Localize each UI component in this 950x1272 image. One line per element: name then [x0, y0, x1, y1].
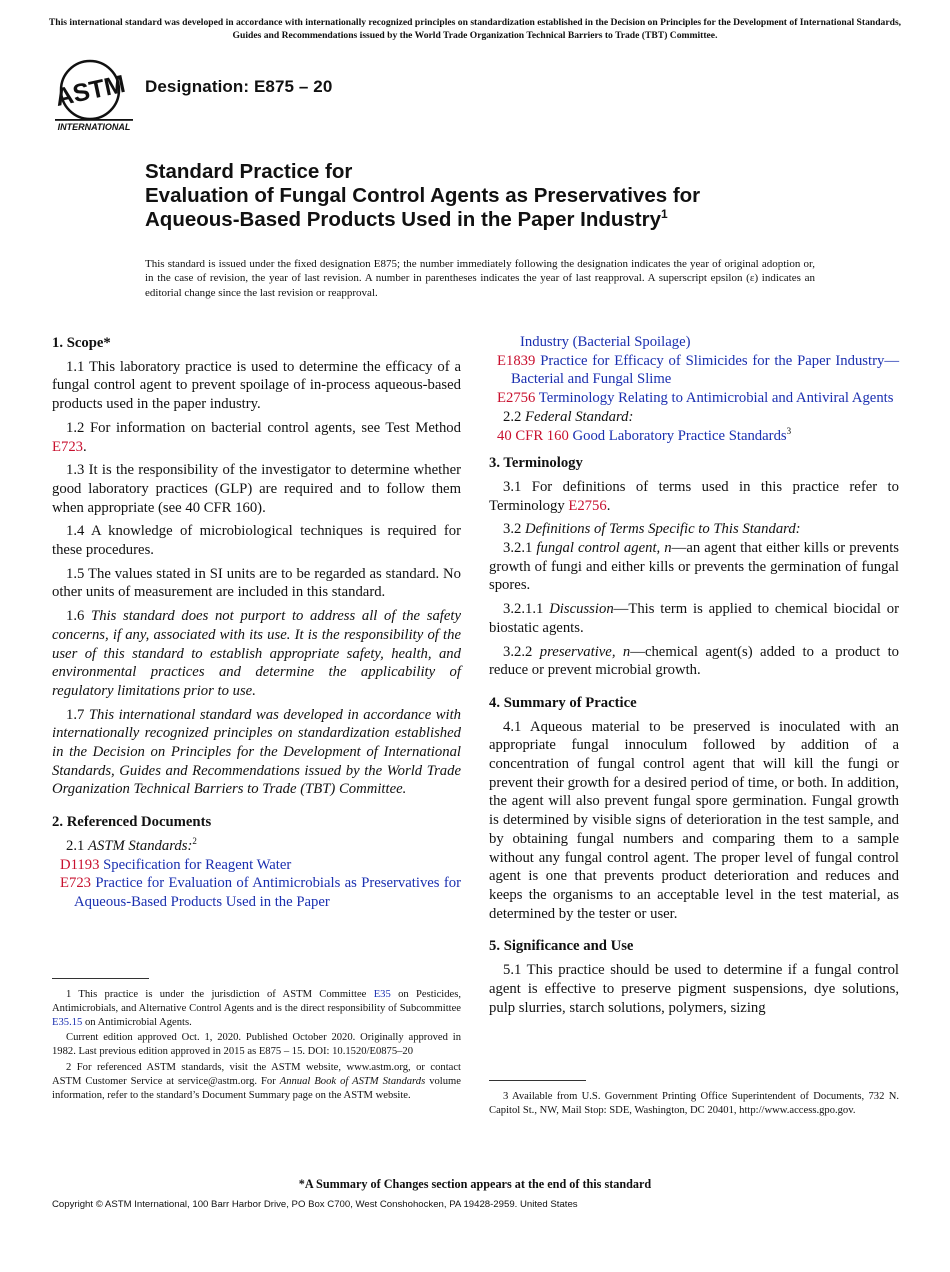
right-column	[489, 333, 899, 1022]
section-summary-heading: 4. Summary of Practice	[489, 694, 637, 711]
footnote-rule-right	[489, 1080, 586, 1081]
ref-code-40cfr160[interactable]: 40 CFR 160	[497, 427, 569, 444]
para-2-2: 2.2 Federal Standard:	[503, 408, 634, 425]
para-2-1: 2.1 ASTM Standards:$^2$	[66, 835, 197, 854]
para-3-2-1-1: 3.2.1.1 Discussion—This term is applied to chemical biocidal or biostatic agents.	[489, 601, 900, 636]
para-3-2-1: 3.2.1 fungal control agent, n—an agent that either kills or prevents growth of fungi and either kills or prevents the germination of fungal spores.	[489, 540, 899, 594]
title-line-3: Aqueous-Based Products Used in the Paper Industry	[145, 208, 662, 231]
footnote-3: 3 Available from U.S. Government Printing Office Superintendent of Documents, 732 N. Capitol St., NW, Mail Stop: SDE, Washington, DC 20401, http://www.access.gpo.gov.	[489, 1091, 899, 1116]
para-3-1: 3.1 For definitions of terms used in this practice refer to Terminology E2756.	[489, 478, 899, 514]
title-footnote-mark[interactable]: 1	[661, 207, 668, 222]
left-column	[52, 334, 461, 912]
para-1-4: 1.4 A knowledge of microbiological techniques is required for these procedures.	[52, 523, 461, 559]
ref-code-e1839[interactable]: E1839	[497, 352, 536, 369]
para-4-1: 4.1 Aqueous material to be preserved is inoculated with an appropriate fungal innoculum followed by addition of a concentration of fungal control agent that will kill the fungi or prevent their growth for a desired period of time, or both. In addition, the agent will also prevent fungal spore germination. Fungal growth is determined by visible signs of deterioration in the test sample, and by obtaining fungal numbers and comparing them to a sample without any fungal control agent. The proper level of fungal control agent is one that prevents product deterioration and reduces and keeps the organisms to an acceptable level in the test material, as determined by the tester or user.	[489, 718, 899, 922]
top-notice: This international standard was developed in accordance with internationally recognized principles on standardization established in the Decision on Principles for the Development of International Standards, Guides and Recommendations issued by the World Trade Organization Technical Barriers to Trade (TBT) Committee.	[48, 17, 902, 41]
title-line-1: Standard Practice for	[145, 160, 353, 183]
para-1-5: 1.5 The values stated in SI units are to be regarded as standard. No other units of measurement are included in this standard.	[52, 565, 461, 601]
summary-of-changes-note: *A Summary of Changes section appears at the end of this standard	[298, 1177, 652, 1191]
ref-e1839[interactable]	[489, 352, 899, 389]
section-terminology-heading: 3. Terminology	[489, 455, 583, 472]
ref-code-e723[interactable]: E723	[60, 875, 92, 892]
footnotes-right	[489, 1090, 899, 1120]
section-significance-heading: 5. Significance and Use	[489, 938, 634, 955]
link-e723[interactable]: E723	[52, 438, 84, 455]
section-scope-heading: 1. Scope*	[52, 335, 111, 351]
astm-logo	[52, 56, 136, 134]
ref-40cfr160[interactable]: 40 CFR 160 Good Laboratory Practice Standards$^3$	[497, 425, 792, 444]
footnote-1: 1 This practice is under the jurisdiction of ASTM Committee E35 on Pesticides, Antimicrobials, and Alternative Control Agents and is the direct responsibility of Subcommittee E35.15 on Antimicrobial Agents.	[52, 989, 461, 1028]
ref-e2756[interactable]	[489, 389, 899, 408]
link-e35[interactable]: E35	[373, 989, 391, 1000]
footnote-1-edition: Current edition approved Oct. 1, 2020. Published October 2020. Originally approved in 1982. Last previous edition approved in 2015 as E875 – 15. DOI: 10.1520/E0875–20	[52, 1032, 461, 1058]
section-referenced-heading: 2. Referenced Documents	[52, 814, 212, 831]
ref-title-e1839[interactable]: Practice for Efficacy of Slimicides for the Paper Industry—Bacterial and Fungal Slime	[511, 352, 900, 388]
footnote-2: 2 For referenced ASTM standards, visit the ASTM website, www.astm.org, or contact ASTM Customer Service at service@astm.org. For Annual Book of ASTM Standards volume information, refer to the standard’s Document Summary page on the ASTM website.	[52, 1061, 461, 1101]
para-1-7: 1.7 This international standard was developed in accordance with internationally recognized principles on standardization established in the Decision on Principles for the Development of International Standards, Guides and Recommendations issued by the World Trade Organization Technical Barriers to Trade (TBT) Committee.	[52, 706, 461, 798]
logo-subtext: INTERNATIONAL	[57, 122, 131, 132]
copyright: Copyright © ASTM International, 100 Barr Harbor Drive, PO Box C700, West Conshohocken, PA 19428-2959. United States	[52, 1199, 578, 1210]
para-1-2: 1.2 For information on bacterial control agents, see Test Method E723.	[52, 419, 461, 455]
ref-d1193[interactable]	[52, 856, 461, 875]
link-e2756[interactable]: E2756	[568, 497, 607, 514]
link-e35-15[interactable]: E35.15	[52, 1016, 83, 1028]
title-line-2: Evaluation of Fungal Control Agents as Preservatives for	[145, 184, 701, 207]
para-1-3: 1.3 It is the responsibility of the investigator to determine whether good laboratory practices (GLP) are required and to follow them when appropriate (see 40 CFR 160).	[52, 462, 461, 516]
ref-title-40cfr160[interactable]: Good Laboratory Practice Standards	[572, 427, 787, 444]
footnote-rule-left	[52, 978, 149, 979]
document-title	[145, 160, 905, 232]
para-3-2-2: 3.2.2 preservative, n—chemical agent(s) added to a product to reduce or prevent microbial growth.	[489, 643, 899, 679]
para-1-1: 1.1 This laboratory practice is used to determine the efficacy of a fungal control agent to prevent spoilage of in-process aqueous-based products used in the paper industry.	[52, 358, 461, 413]
ref-code-d1193[interactable]: D1193	[60, 856, 100, 873]
para-1-6: 1.6 This standard does not purport to address all of the safety concerns, if any, associated with its use. It is the responsibility of the user of this standard to establish appropriate safety, health, and environmental practices and determine the applicability of regulatory limitations prior to use.	[52, 608, 462, 699]
ref-title-e2756[interactable]: Terminology Relating to Antimicrobial and Antiviral Agents	[538, 390, 894, 407]
ref-code-e2756[interactable]: E2756	[497, 390, 536, 407]
footnotes-left	[52, 988, 461, 1104]
para-5-1: 5.1 This practice should be used to determine if a fungal control agent is effective to preserve pigment suspensions, dye solutions, pulp slurries, starch solutions, polymers, sizing	[489, 962, 899, 1016]
ref-title-e723[interactable]: Practice for Evaluation of Antimicrobials as Preservatives for Aqueous-Based Products Used in the Paper	[74, 875, 461, 910]
logo-text: ASTM	[52, 69, 128, 113]
ref-title-d1193[interactable]: Specification for Reagent Water	[103, 856, 292, 873]
para-3-2: 3.2 Definitions of Terms Specific to This Standard:	[503, 521, 801, 538]
issue-note: This standard is issued under the fixed designation E875; the number immediately following the designation indicates the year of original adoption or, in the case of revision, the year of last revision. A number in parentheses indicates the year of last reapproval. A superscript epsilon (ε) indicates an editorial change since the last revision or reapproval.	[145, 258, 815, 299]
designation: Designation: E875 – 20	[145, 77, 333, 96]
ref-e723-continued[interactable]: Industry (Bacterial Spoilage)	[520, 334, 691, 350]
ref-e723[interactable]	[52, 874, 461, 911]
